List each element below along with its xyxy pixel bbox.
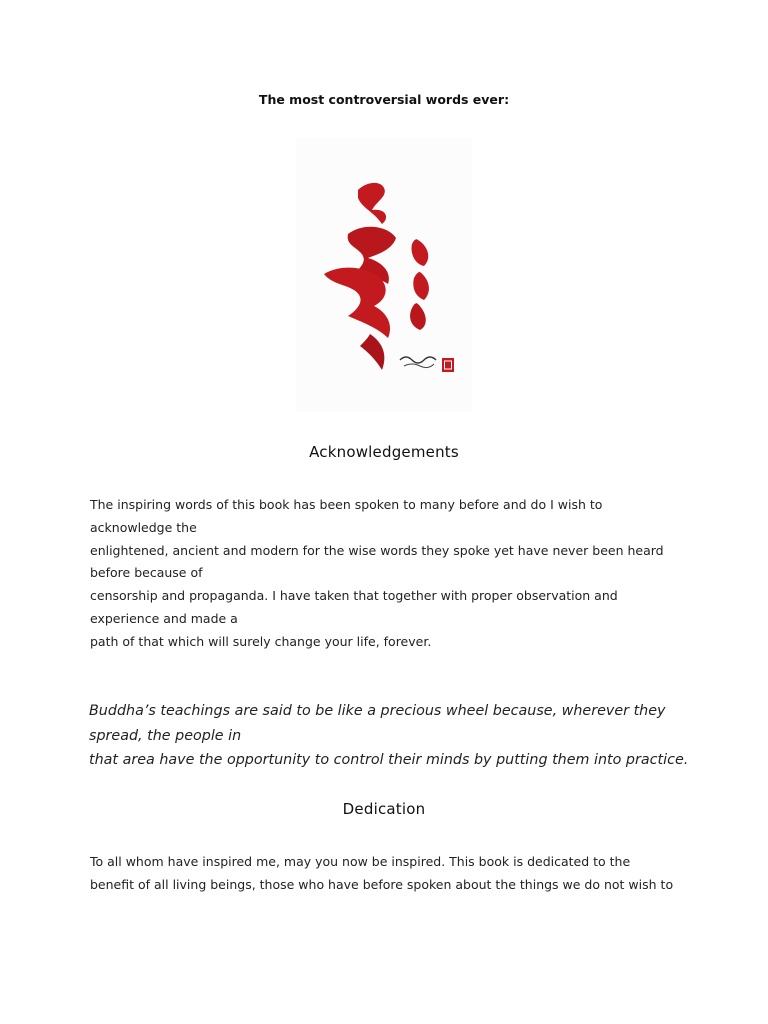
- dedication-heading: Dedication: [342, 800, 426, 818]
- acknowledgements-body: [90, 494, 690, 654]
- acknowledgements-line: enlightened, ancient and modern for the wise words they spoke yet have never been heard: [90, 542, 664, 558]
- page-title: The most controversial words ever:: [258, 92, 510, 107]
- dedication-line: To all whom have inspired me, may you now be inspired. This book is dedicated to the: [90, 854, 631, 869]
- acknowledgements-line: before because of: [90, 565, 203, 581]
- acknowledgements-line: The inspiring words of this book has been spoken to many before and do I wish to: [90, 497, 603, 512]
- calligraphy-image: [296, 138, 472, 412]
- dedication-line: benefit of all living beings, those who have before spoken about the things we do not wish to: [90, 876, 674, 892]
- acknowledgements-line: acknowledge the: [90, 519, 197, 535]
- acknowledgements-heading: Acknowledgements: [309, 443, 459, 461]
- acknowledgements-line: path of that which will surely change your life, forever.: [90, 633, 432, 649]
- quote-line: that area have the opportunity to control their minds by putting them into practice.: [89, 752, 689, 768]
- acknowledgements-line: censorship and propaganda. I have taken that together with proper observation and: [90, 588, 618, 604]
- dedication-body: [90, 851, 690, 897]
- quote-line: Buddha’s teachings are said to be like a precious wheel because, wherever they: [89, 703, 666, 719]
- buddha-quote: [89, 699, 709, 773]
- quote-line: spread, the people in: [89, 727, 242, 744]
- red-tibetan-calligraphy-icon: [296, 138, 472, 412]
- acknowledgements-line: experience and made a: [90, 610, 238, 626]
